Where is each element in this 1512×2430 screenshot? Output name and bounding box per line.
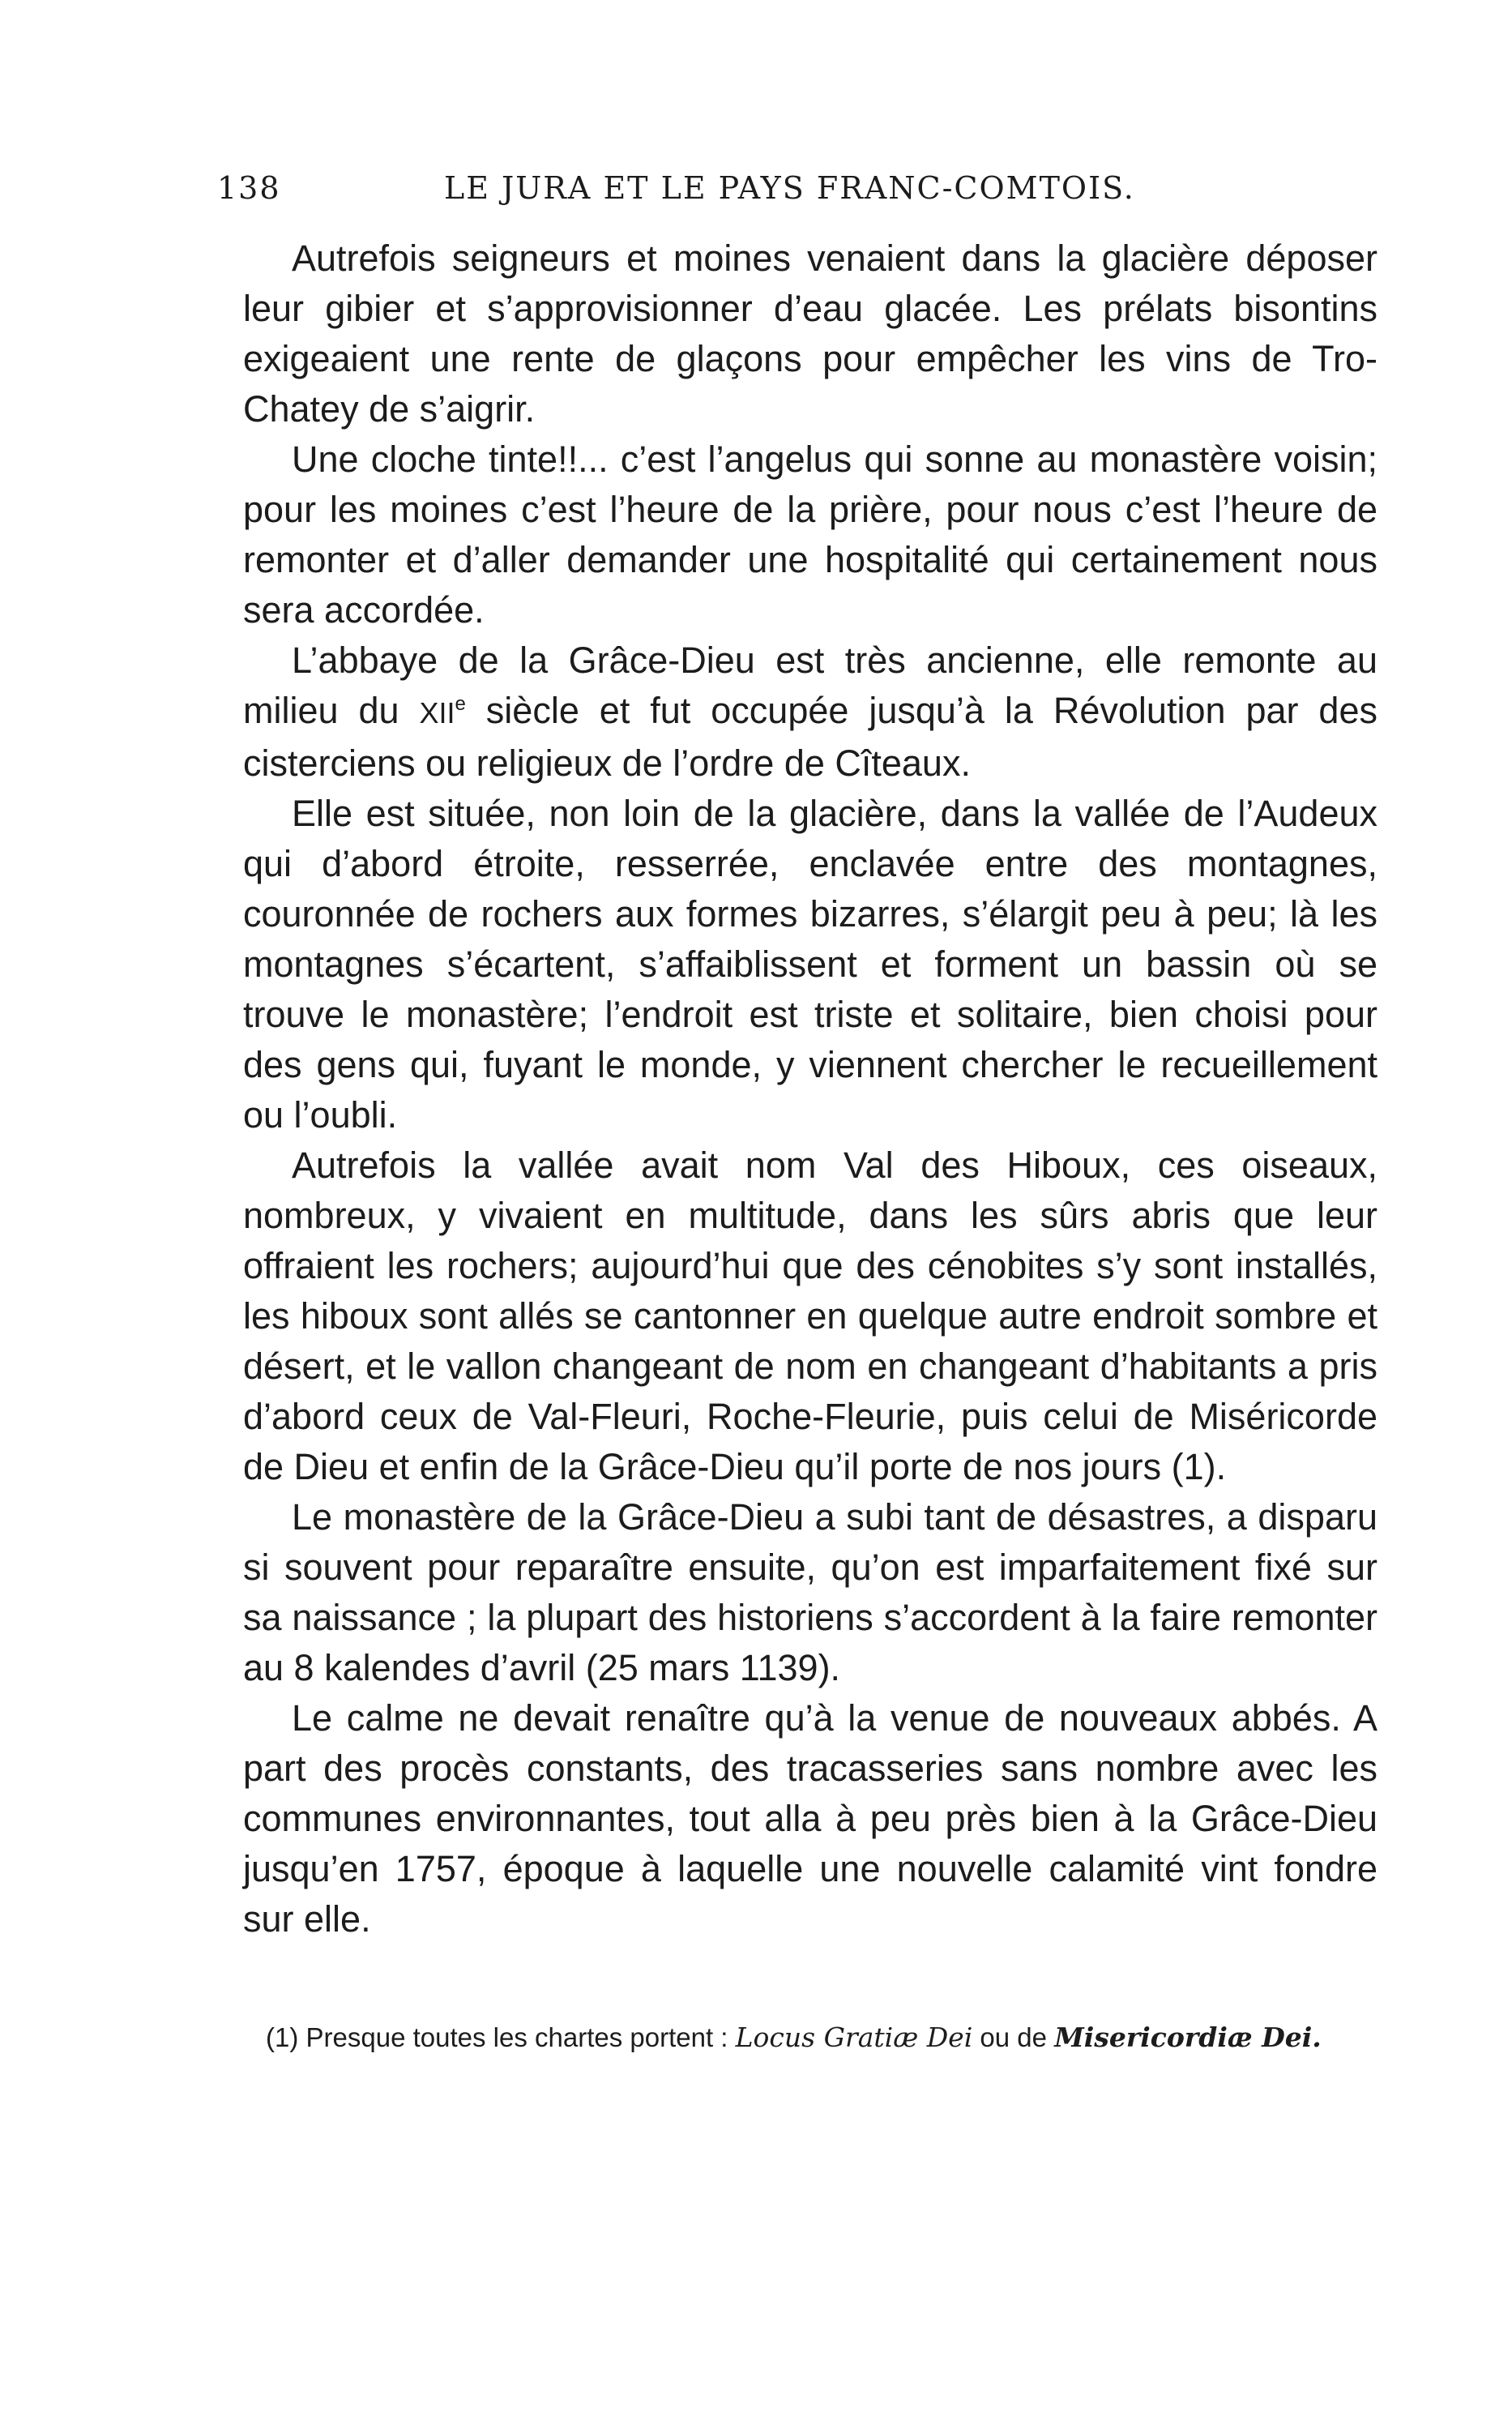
paragraph-1: Autrefois seigneurs et moines venaient dans la glacière déposer leur gibier et s’approvisionner d’eau glacée. Les prélats bisontins exigeaient une rente de glaçons pour empêcher les vins de Tro-Chatey de s’aigrir. <box>243 237 1377 430</box>
body-text <box>243 233 1377 1944</box>
footnote-text: Presque toutes les chartes portent : <box>298 2022 736 2052</box>
footnote-latin-1: Locus Gratiæ Dei <box>735 2021 973 2053</box>
paragraph-5: Autrefois la vallée avait nom Val des Hiboux, ces oiseaux, nombreux, y vivaient en multitude, dans les sûrs abris que leur offraient les rochers; aujourd’hui que des cénobites s’y sont installés, les hiboux sont allés se cantonner en quelque autre endroit sombre et désert, et le vallon changeant de nom en changeant d’habitants a pris d’abord ceux de Val-Fleuri, Roche-Fleurie, puis celui de Miséricorde de Dieu et enfin de la Grâce-Dieu qu’il porte de nos jours (1). <box>243 1144 1377 1487</box>
paragraph-2: Une cloche tinte!!... c’est l’angelus qui sonne au monastère voisin; pour les moines c’est l’heure de la prière, pour nous c’est l’heure de remonter et d’aller demander une hospitalité qui certainement nous sera accordée. <box>243 439 1377 631</box>
page-header <box>217 170 1400 219</box>
paragraph-4: Elle est située, non loin de la glacière, dans la vallée de l’Audeux qui d’abord étroite, resserrée, enclavée entre des montagnes, couronnée de rochers aux formes bizarres, s’élargit peu à peu; là les montagnes s’écartent, s’affaiblissent et forment un bassin où se trouve le monastère; l’endroit est triste et solitaire, bien choisi pour des gens qui, fuyant le monde, y viennent chercher le recueillement ou l’oubli. <box>243 793 1377 1136</box>
footnote <box>266 2020 1384 2056</box>
footnote-latin-2: Misericordiæ Dei. <box>1054 2021 1322 2053</box>
century-numeral: XII <box>419 696 455 729</box>
paragraph-6: Le monastère de la Grâce-Dieu a subi tant de désastres, a disparu si souvent pour reparaître ensuite, qu’on est imparfaitement fixé sur sa naissance ; la plupart des historiens s’accordent à la faire remonter au 8 kalendes d’avril (25 mars 1139). <box>243 1496 1377 1688</box>
paragraph-3-start: L’abbaye de la Grâce-Dieu est très ancienne, elle remonte au milieu du <box>243 640 1377 731</box>
running-title: LE JURA ET LE PAYS FRANC-COMTOIS. <box>444 170 1135 206</box>
century-superscript: e <box>455 693 466 715</box>
paragraph-7: Le calme ne devait renaître qu’à la venue de nouveaux abbés. A part des procès constants, des tracasseries sans nombre avec les communes environnantes, tout alla à peu près bien à la Grâce-Dieu jusqu’en 1757, époque à laquelle une nouvelle calamité vint fondre sur elle. <box>243 1697 1377 1940</box>
footnote-between: ou de <box>972 2022 1055 2052</box>
page-number: 138 <box>217 170 281 206</box>
paragraph-3-end: siècle et fut occupée jusqu’à la Révolution par des cisterciens ou religieux de l’ordre de Cîteaux. <box>243 690 1377 784</box>
footnote-marker: (1) <box>266 2022 299 2052</box>
paragraph-3 <box>243 635 1377 789</box>
